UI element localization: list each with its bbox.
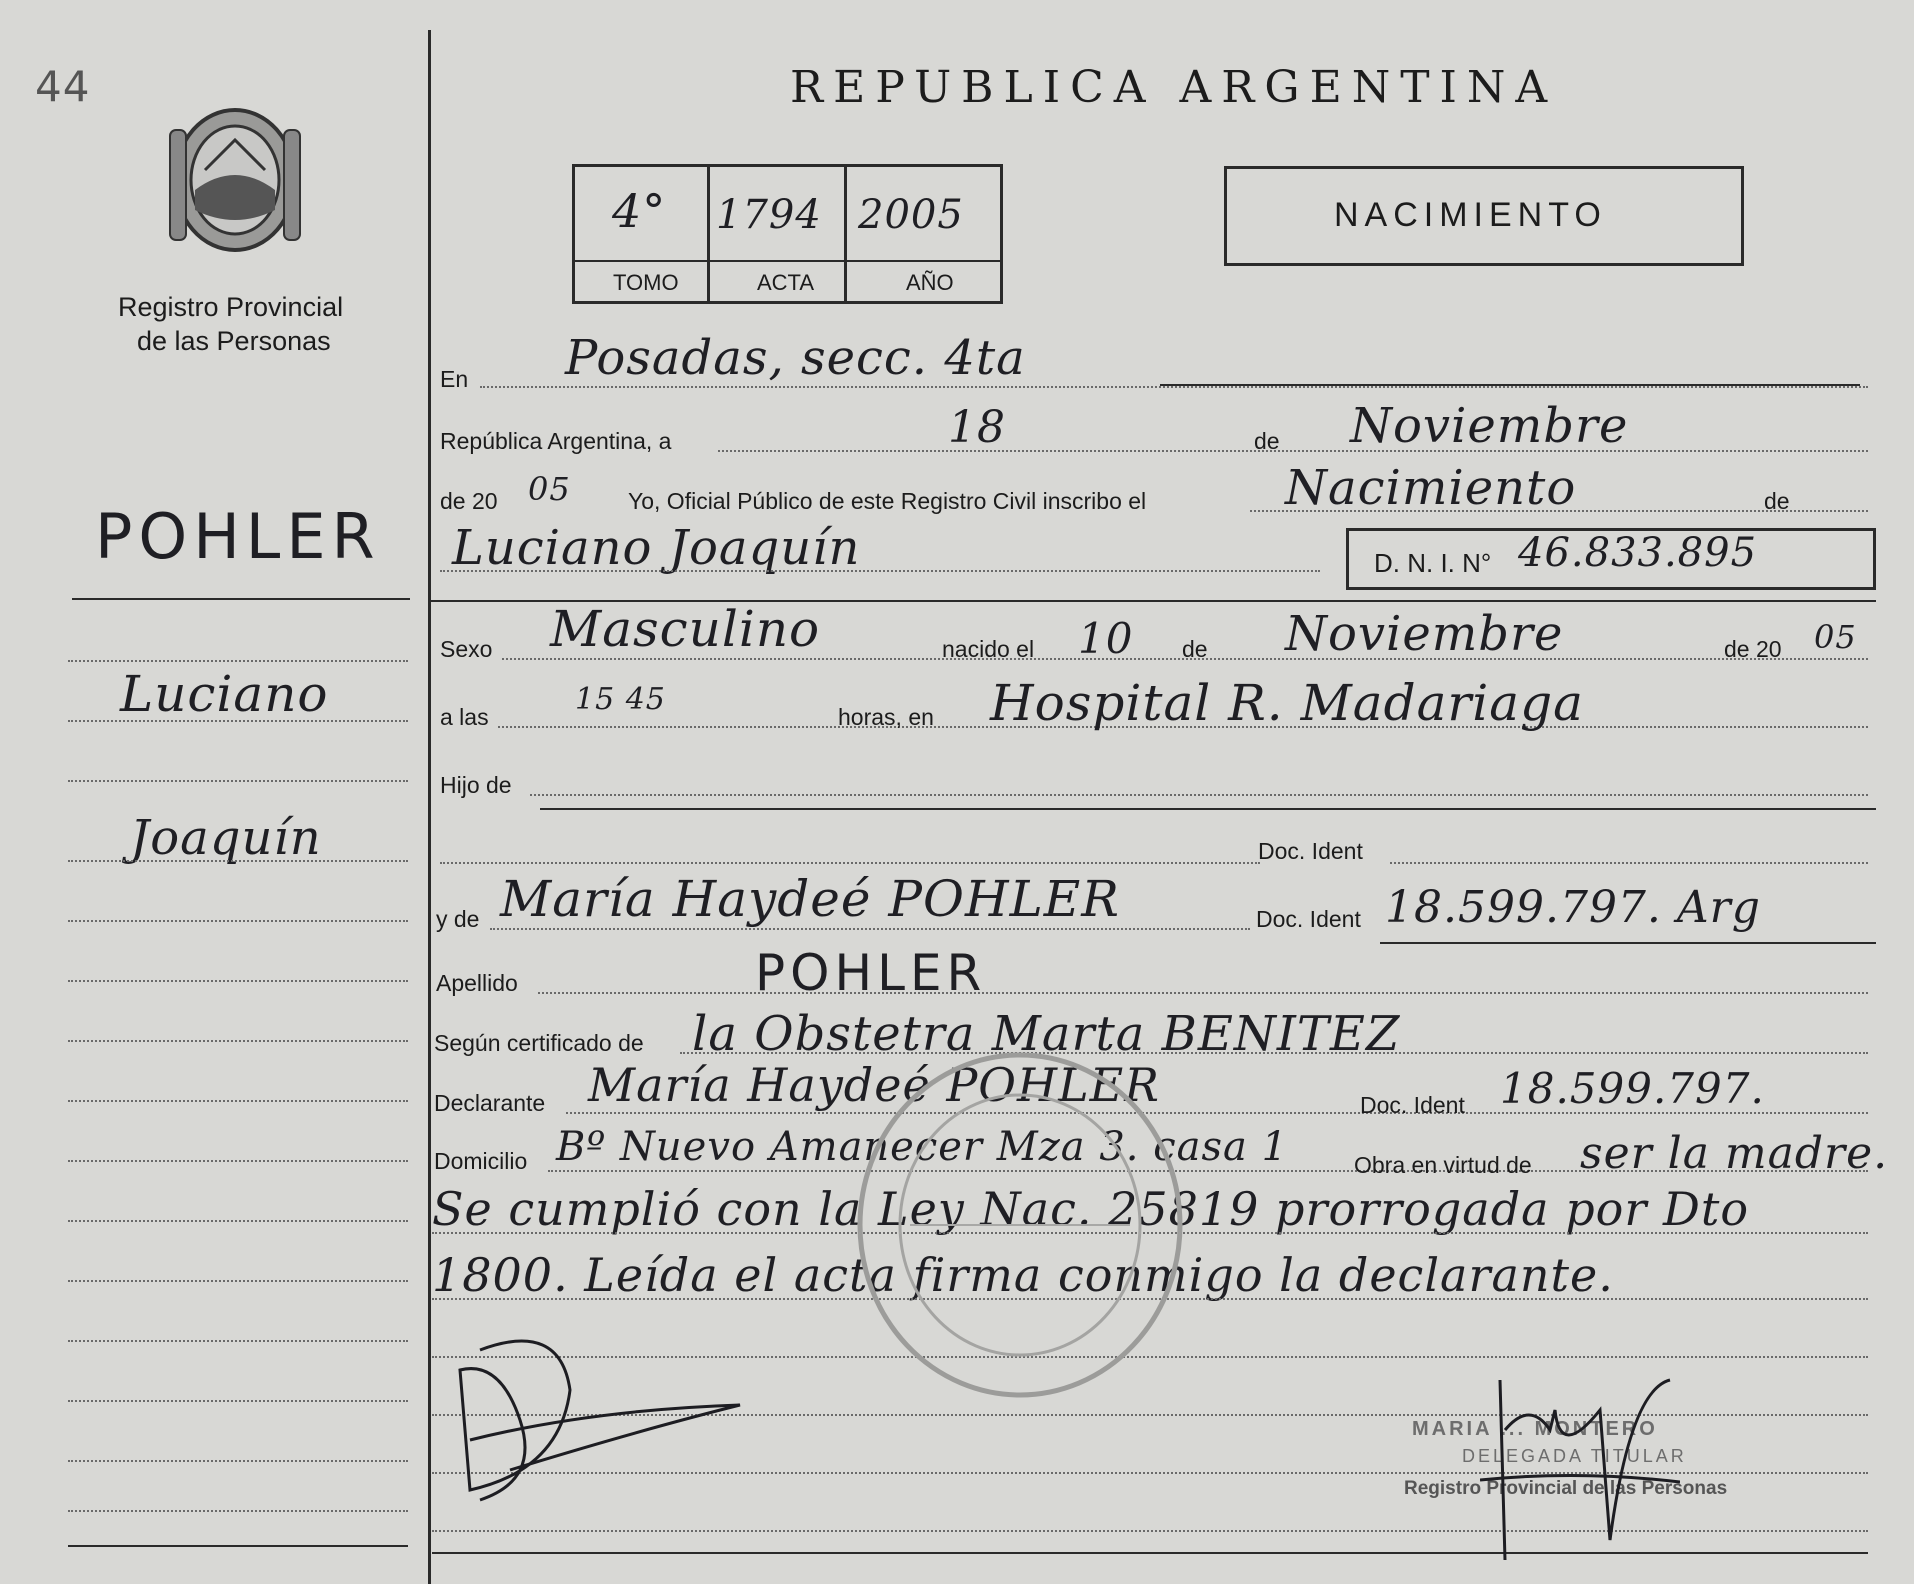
line-en xyxy=(480,386,1868,388)
line-hijo xyxy=(530,794,1868,796)
label-en: En xyxy=(440,366,469,392)
line-yde xyxy=(490,928,1250,930)
label-yde: y de xyxy=(436,906,480,932)
label-apellido: Apellido xyxy=(436,970,518,996)
official-stamp-line2: DELEGADA TITULAR xyxy=(1462,1446,1687,1466)
anio-value: 2005 xyxy=(858,192,964,238)
margin-line xyxy=(68,720,408,722)
tomo-value: 4° xyxy=(612,184,667,238)
record-type: NACIMIENTO xyxy=(1334,196,1607,234)
margin-line xyxy=(68,860,408,862)
column-divider xyxy=(428,30,431,1584)
label-yo: Yo, Oficial Público de este Registro Civil inscribo el xyxy=(628,488,1147,514)
event-value: Nacimiento xyxy=(1285,460,1577,516)
label-docident3: Doc. Ident xyxy=(1360,1092,1465,1118)
margin-line xyxy=(68,1220,408,1222)
declarant-value: María Haydeé POHLER xyxy=(588,1058,1160,1112)
margin-line xyxy=(68,1040,408,1042)
dni-value: 46.833.895 xyxy=(1518,530,1758,576)
label-sexo: Sexo xyxy=(440,636,493,662)
label-de20-right: de 20 xyxy=(1724,636,1782,662)
born-month-value: Noviembre xyxy=(1285,606,1564,662)
registry-round-stamp xyxy=(850,1045,1190,1405)
line-docident1 xyxy=(1390,862,1868,864)
place-of-birth-value: Hospital R. Madariaga xyxy=(990,674,1584,732)
month-value: Noviembre xyxy=(1350,398,1629,454)
declarant-signature xyxy=(440,1330,760,1510)
line-docident2 xyxy=(1380,942,1876,944)
address-value: Bº Nuevo Amanecer Mza 3. casa 1 xyxy=(556,1124,1289,1170)
acta-header: ACTA xyxy=(757,270,815,295)
label-declarante: Declarante xyxy=(434,1090,546,1116)
label-nacido: nacido el xyxy=(942,636,1035,662)
label-de: de xyxy=(1254,428,1280,454)
tomo-header: TOMO xyxy=(613,270,679,295)
label-docident1: Doc. Ident xyxy=(1258,838,1363,864)
note-line-2: 1800. Leída el acta firma conmigo la declarante. xyxy=(432,1248,1614,1302)
born-day-value: 10 xyxy=(1078,614,1134,663)
label-hijo: Hijo de xyxy=(440,772,512,798)
sex-value: Masculino xyxy=(550,600,821,658)
margin-line xyxy=(68,1460,408,1462)
label-domicilio: Domicilio xyxy=(434,1148,528,1174)
label-alas: a las xyxy=(440,704,489,730)
label-de-mid: de xyxy=(1182,636,1208,662)
day-value: 18 xyxy=(948,402,1006,453)
label-docident2: Doc. Ident xyxy=(1256,906,1361,932)
province-seal-icon xyxy=(160,100,310,265)
line-hijo-solid xyxy=(540,808,1876,810)
line-apellido xyxy=(538,992,1868,994)
table-divider xyxy=(707,164,710,304)
mother-value: María Haydeé POHLER xyxy=(500,870,1120,928)
table-divider xyxy=(844,164,847,304)
country-title: REPUBLICA ARGENTINA xyxy=(790,62,1558,113)
margin-line xyxy=(68,1340,408,1342)
line-father xyxy=(440,862,1260,864)
label-segun: Según certificado de xyxy=(434,1030,644,1056)
registry-name-line1: Registro Provincial xyxy=(118,292,344,322)
registry-name-line2: de las Personas xyxy=(137,326,331,356)
surname-value: POHLER xyxy=(755,944,987,1002)
margin-first-name: Luciano xyxy=(120,665,329,723)
hour-value: 15 45 xyxy=(575,682,666,717)
year-suffix-value: 05 xyxy=(528,470,571,508)
label-de-right: de xyxy=(1764,488,1790,514)
declarant-doc-value: 18.599.797. xyxy=(1500,1064,1765,1113)
margin-line xyxy=(68,1400,408,1402)
label-horas: horas, en xyxy=(838,704,934,730)
line-republica xyxy=(718,450,1868,452)
margin-line xyxy=(68,1510,408,1512)
anio-header: AÑO xyxy=(906,270,954,295)
official-stamp-line1: MARIA ... MONTERO xyxy=(1412,1418,1658,1440)
note-line-1: Se cumplió con la Ley Nac. 25819 prorrogada por Dto xyxy=(432,1182,1750,1236)
official-stamp-line3: Registro Provincial de las Personas xyxy=(1404,1478,1728,1499)
label-republica: República Argentina, a xyxy=(440,428,672,454)
margin-surname: POHLER xyxy=(95,500,381,573)
child-name-value: Luciano Joaquín xyxy=(452,520,861,576)
place-value: Posadas, secc. 4ta xyxy=(565,330,1026,386)
margin-line xyxy=(68,1280,408,1282)
table-row-divider xyxy=(572,260,1003,262)
margin-line xyxy=(68,780,408,782)
reason-value: ser la madre. xyxy=(1580,1128,1889,1179)
label-obra: Obra en virtud de xyxy=(1354,1152,1532,1178)
line-name xyxy=(440,570,1320,572)
mother-doc-value: 18.599.797. Arg xyxy=(1385,882,1761,933)
margin-line xyxy=(68,660,408,662)
margin-bottom-line xyxy=(68,1545,408,1547)
margin-second-name: Joaquín xyxy=(130,810,322,866)
margin-line xyxy=(68,1160,408,1162)
line-en-solid xyxy=(1160,384,1860,386)
margin-line xyxy=(68,980,408,982)
official-signature xyxy=(1480,1370,1680,1570)
label-dni: D. N. I. N° xyxy=(1374,548,1492,578)
certificate-value: la Obstetra Marta BENITEZ xyxy=(692,1006,1401,1062)
acta-value: 1794 xyxy=(716,192,822,238)
margin-line xyxy=(68,1100,408,1102)
margin-underline xyxy=(72,598,410,600)
label-de20: de 20 xyxy=(440,488,498,514)
page-number: 44 xyxy=(35,62,91,111)
margin-line xyxy=(68,920,408,922)
born-year-suffix-value: 05 xyxy=(1814,618,1857,656)
